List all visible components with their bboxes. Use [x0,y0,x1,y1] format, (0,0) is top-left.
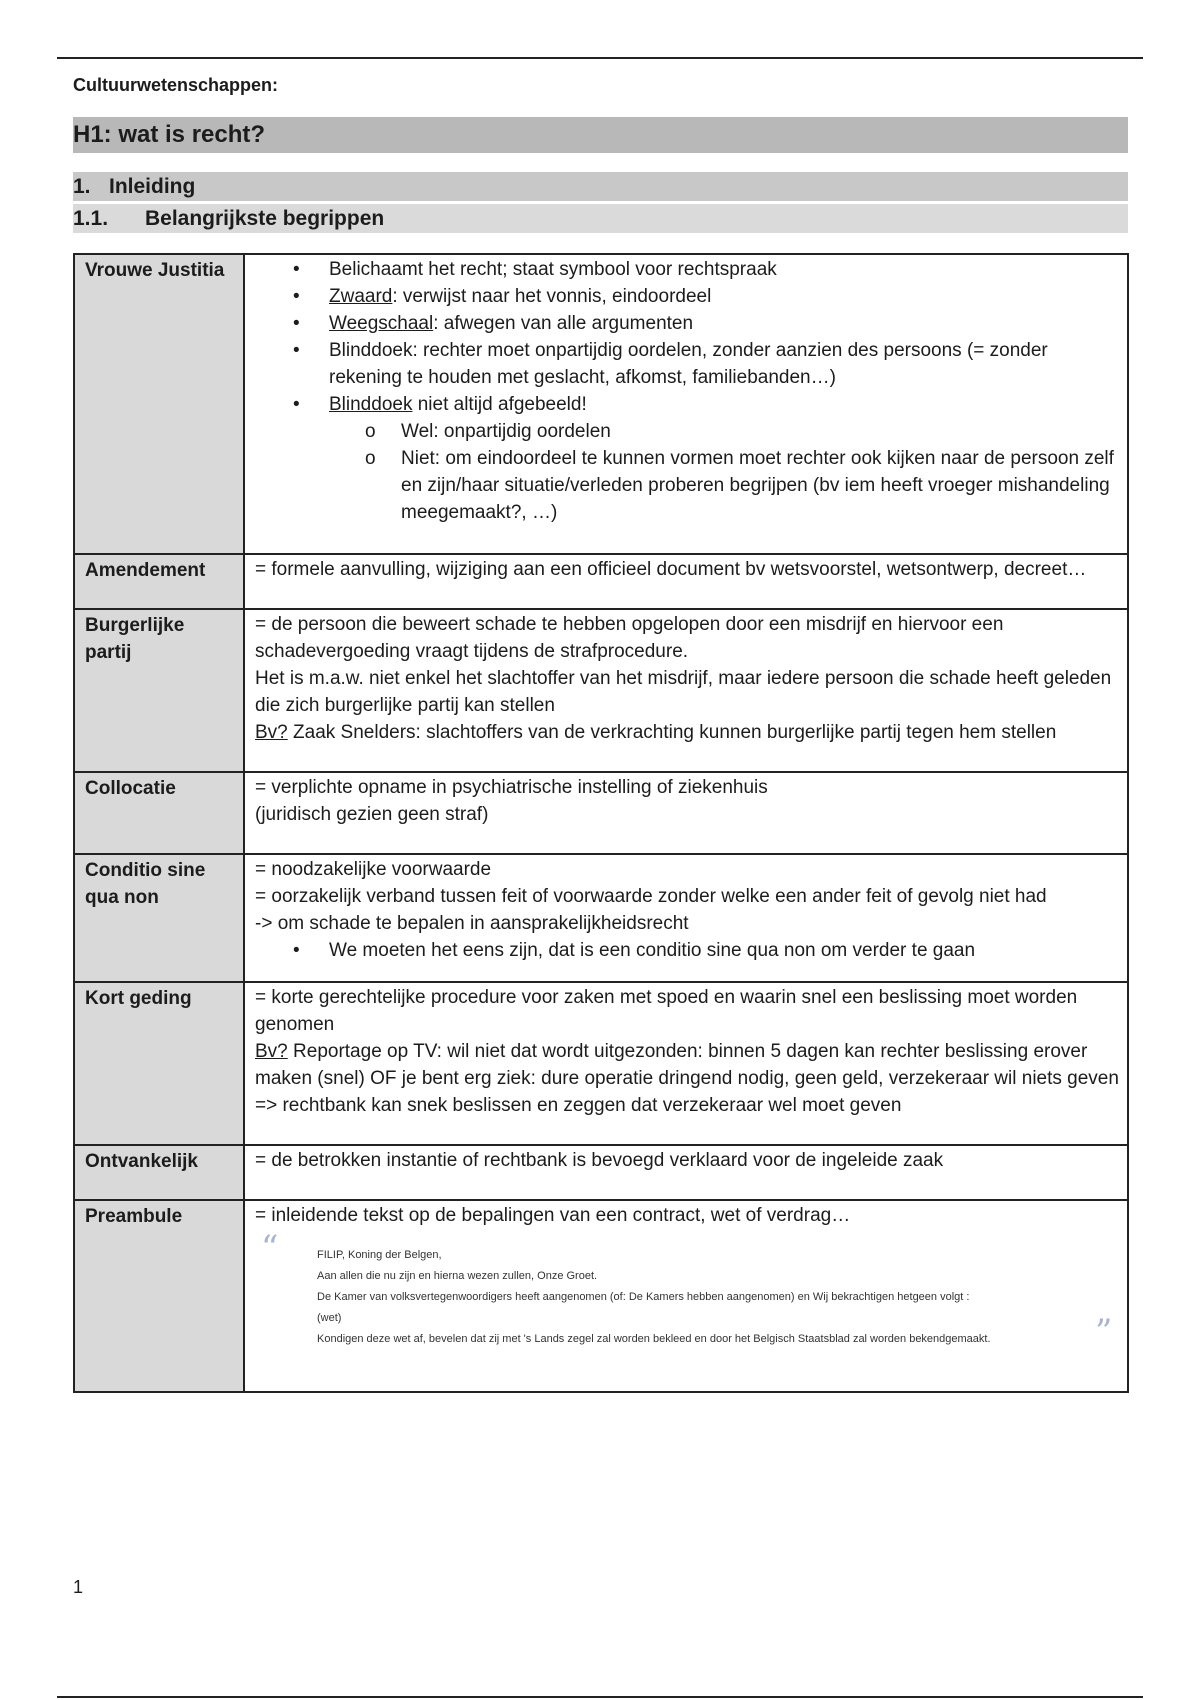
list-item: • We moeten het eens zijn, dat is een conditio sine qua non om verder te gaan [293,937,1119,964]
underlined-term: Zwaard [329,286,393,307]
definition-text: = formele aanvulling, wijziging aan een officieel document bv wetsvoorstel, wetsontwerp, decreet… [255,559,1087,580]
section-number: 1. [73,175,91,198]
quote-line: Aan allen die nu zijn en hierna wezen zullen, Onze Groet. [317,1270,598,1282]
description-cell [244,982,1128,1145]
bullet-list [255,256,1119,526]
quote-image [255,1228,1125,1371]
open-quote-icon: “ [261,1228,279,1268]
bullet-list [255,937,1119,964]
example-text [255,719,1119,746]
list-item: • Blinddoek: rechter moet onpartijdig oordelen, zonder aanzien des persoons (= zonder rekening te houden met geslacht, afkomst, familiebanden…) [293,337,1119,391]
close-quote-icon: ” [1095,1312,1113,1352]
term-cell: Burgerlijke partij [74,609,244,772]
definition-text: -> om schade te bepalen in aansprakelijkheidsrecht [255,913,689,934]
quote-line: De Kamer van volksvertegenwoordigers heeft aangenomen (of: De Kamers hebben aangenomen) en Wij bekrachtigen hetgeen volgt : [317,1291,970,1303]
description-cell [244,772,1128,854]
chapter-heading: H1: wat is recht? [73,117,1128,153]
table-row [74,982,1128,1145]
top-rule [57,57,1143,59]
description-cell [244,609,1128,772]
table-row [74,609,1128,772]
underlined-term: Weegschaal [329,313,434,334]
quote-line: (wet) [317,1312,342,1324]
example-text [255,1038,1119,1119]
example-body: Zaak Snelders: slachtoffers van de verkrachting kunnen burgerlijke partij tegen hem stellen [287,722,1057,743]
term-cell: Amendement [74,554,244,609]
table-row [74,772,1128,854]
definitions-table [73,253,1129,1393]
section-title: Inleiding [109,175,196,198]
description-cell [244,1145,1128,1200]
list-item: • Belichaamt het recht; staat symbool voor rechtspraak [293,256,1119,283]
list-item [293,310,1119,337]
sub-list-item: o Wel: onpartijdig oordelen [365,418,1119,445]
definition-text: = inleidende tekst op de bepalingen van een contract, wet of verdrag… [255,1205,851,1226]
example-label: Bv? [255,1041,288,1062]
definition-text: = verplichte opname in psychiatrische instelling of ziekenhuis [255,777,768,798]
subsection-number: 1.1. [73,207,109,230]
table-row [74,254,1128,554]
definition-text: (juridisch gezien geen straf) [255,804,489,825]
term-cell: Vrouwe Justitia [74,254,244,554]
bottom-rule [57,1696,1143,1698]
term-cell: Collocatie [74,772,244,854]
description-cell [244,254,1128,554]
term-cell: Kort geding [74,982,244,1145]
list-item [293,391,1119,526]
list-item-text: niet altijd afgebeeld! [412,394,587,415]
sub-list [329,418,1119,526]
description-cell [244,1200,1128,1392]
term-cell: Conditio sine qua non [74,854,244,982]
definition-text: Het is m.a.w. niet enkel het slachtoffer van het misdrijf, maar iedere persoon die schade heeft geleden die zich burgerlijke partij kan stellen [255,668,1112,716]
quote-line: Kondigen deze wet af, bevelen dat zij met 's Lands zegel zal worden bekleed en door het Belgisch Staatsblad zal worden bekendgemaakt. [317,1333,991,1345]
description-cell [244,854,1128,982]
underlined-term: Blinddoek [329,394,413,415]
definition-text: = noodzakelijke voorwaarde [255,859,492,880]
table-row [74,854,1128,982]
example-body: Reportage op TV: wil niet dat wordt uitgezonden: binnen 5 dagen kan rechter beslissing erover maken (snel) OF je bent erg ziek: dure operatie dringend nodig, geen geld, verzekeraar wil niets geven => rechtbank kan snek beslissen en zeggen dat verzekeraar wel moet geven [255,1041,1119,1116]
list-item [293,283,1119,310]
definition-text: = korte gerechtelijke procedure voor zaken met spoed en waarin snel een beslissing moet worden genomen [255,987,1078,1035]
description-cell [244,554,1128,609]
section-heading [73,172,1128,201]
quote-line: FILIP, Koning der Belgen, [317,1249,442,1261]
list-item-text: : verwijst naar het vonnis, eindoordeel [392,286,712,307]
sub-list-item: o Niet: om eindoordeel te kunnen vormen moet rechter ook kijken naar de persoon zelf en zijn/haar situatie/verleden proberen begrijpen (bv iem heeft vroeger mishandeling meegemaakt?, …) [365,445,1119,526]
subsection-heading [73,204,1128,233]
subsection-title: Belangrijkste begrippen [145,207,385,230]
table-row [74,554,1128,609]
table-row [74,1200,1128,1392]
document-header: Cultuurwetenschappen: [73,75,279,95]
definition-text: = oorzakelijk verband tussen feit of voorwaarde zonder welke een ander feit of gevolg niet had [255,886,1047,907]
table-row [74,1145,1128,1200]
term-cell: Ontvankelijk [74,1145,244,1200]
page-number: 1 [73,1577,84,1597]
term-cell: Preambule [74,1200,244,1392]
list-item-text: : afwegen van alle argumenten [433,313,694,334]
quote-text [317,1245,991,1350]
definition-text: = de persoon die beweert schade te hebben opgelopen door een misdrijf en hiervoor een schadevergoeding vraagt tijdens de strafprocedure. [255,614,1004,662]
definition-text: = de betrokken instantie of rechtbank is bevoegd verklaard voor de ingeleide zaak [255,1150,944,1171]
example-label: Bv? [255,722,288,743]
